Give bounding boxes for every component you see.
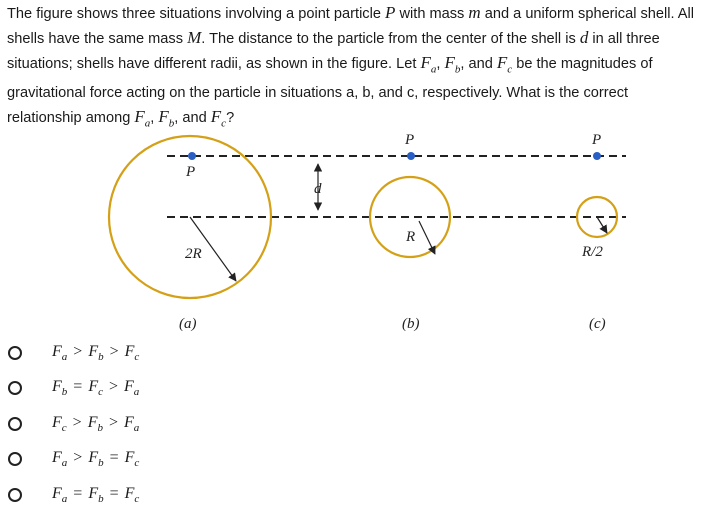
answer-label-3: $F_c > F_b > F_a$ <box>52 413 140 435</box>
answer-label-5: $F_a = F_b = F_c$ <box>52 484 140 506</box>
particle-a <box>188 152 196 160</box>
radio-button[interactable] <box>8 381 22 395</box>
answer-option-5[interactable] <box>8 483 140 507</box>
var-P: P <box>385 3 396 22</box>
particle-label-a: P <box>186 164 196 180</box>
distance-label: d <box>314 181 322 197</box>
radius-label-b: R <box>406 229 416 245</box>
question-text: The figure shows three situations involving a point particle P with mass m and a uniform spherical shell. All shells have the same mass M. The distance to the particle from the center of the shell is d in all three situations; shells have different radii, as shown in the figure. Let $F_a$, $F_b$, and $F_c$ be the magnitudes of gravitational force acting on the particle in situations a, b, and c, respectively. What is the correct relationship among $F_a$, $F_b$, and $F_c$? <box>7 3 695 130</box>
radio-button[interactable] <box>8 488 22 502</box>
particle-label-b: P <box>405 132 415 148</box>
radio-button[interactable] <box>8 417 22 431</box>
answer-label-4: $F_a > F_b = F_c$ <box>52 448 140 470</box>
var-Fb: $F_b$ <box>444 53 461 76</box>
radius-arrow-c <box>597 217 607 233</box>
particle-b <box>407 152 415 160</box>
answer-label-1: $F_a > F_b > F_c$ <box>52 342 140 364</box>
caption-b: (b) <box>402 316 420 332</box>
radius-label-c: R/2 <box>582 244 603 260</box>
radio-button[interactable] <box>8 346 22 360</box>
var-M: M <box>187 28 202 48</box>
answer-option-2[interactable] <box>8 376 140 400</box>
answer-option-3[interactable] <box>8 412 140 436</box>
radio-button[interactable] <box>8 452 22 466</box>
particle-label-c: P <box>592 132 602 148</box>
radius-label-a: 2R <box>185 246 202 262</box>
answer-option-1[interactable] <box>8 341 140 365</box>
radius-arrow-b <box>419 221 435 254</box>
particle-c <box>593 152 601 160</box>
caption-a: (a) <box>179 316 197 332</box>
answer-label-2: $F_b = F_c > F_a$ <box>52 377 140 399</box>
var-m: m <box>468 3 481 22</box>
var-d: d <box>579 28 589 48</box>
var-Fa: $F_a$ <box>420 53 437 76</box>
caption-c: (c) <box>589 316 606 332</box>
answer-option-4[interactable] <box>8 447 140 471</box>
var-Fc: $F_c$ <box>496 53 513 76</box>
